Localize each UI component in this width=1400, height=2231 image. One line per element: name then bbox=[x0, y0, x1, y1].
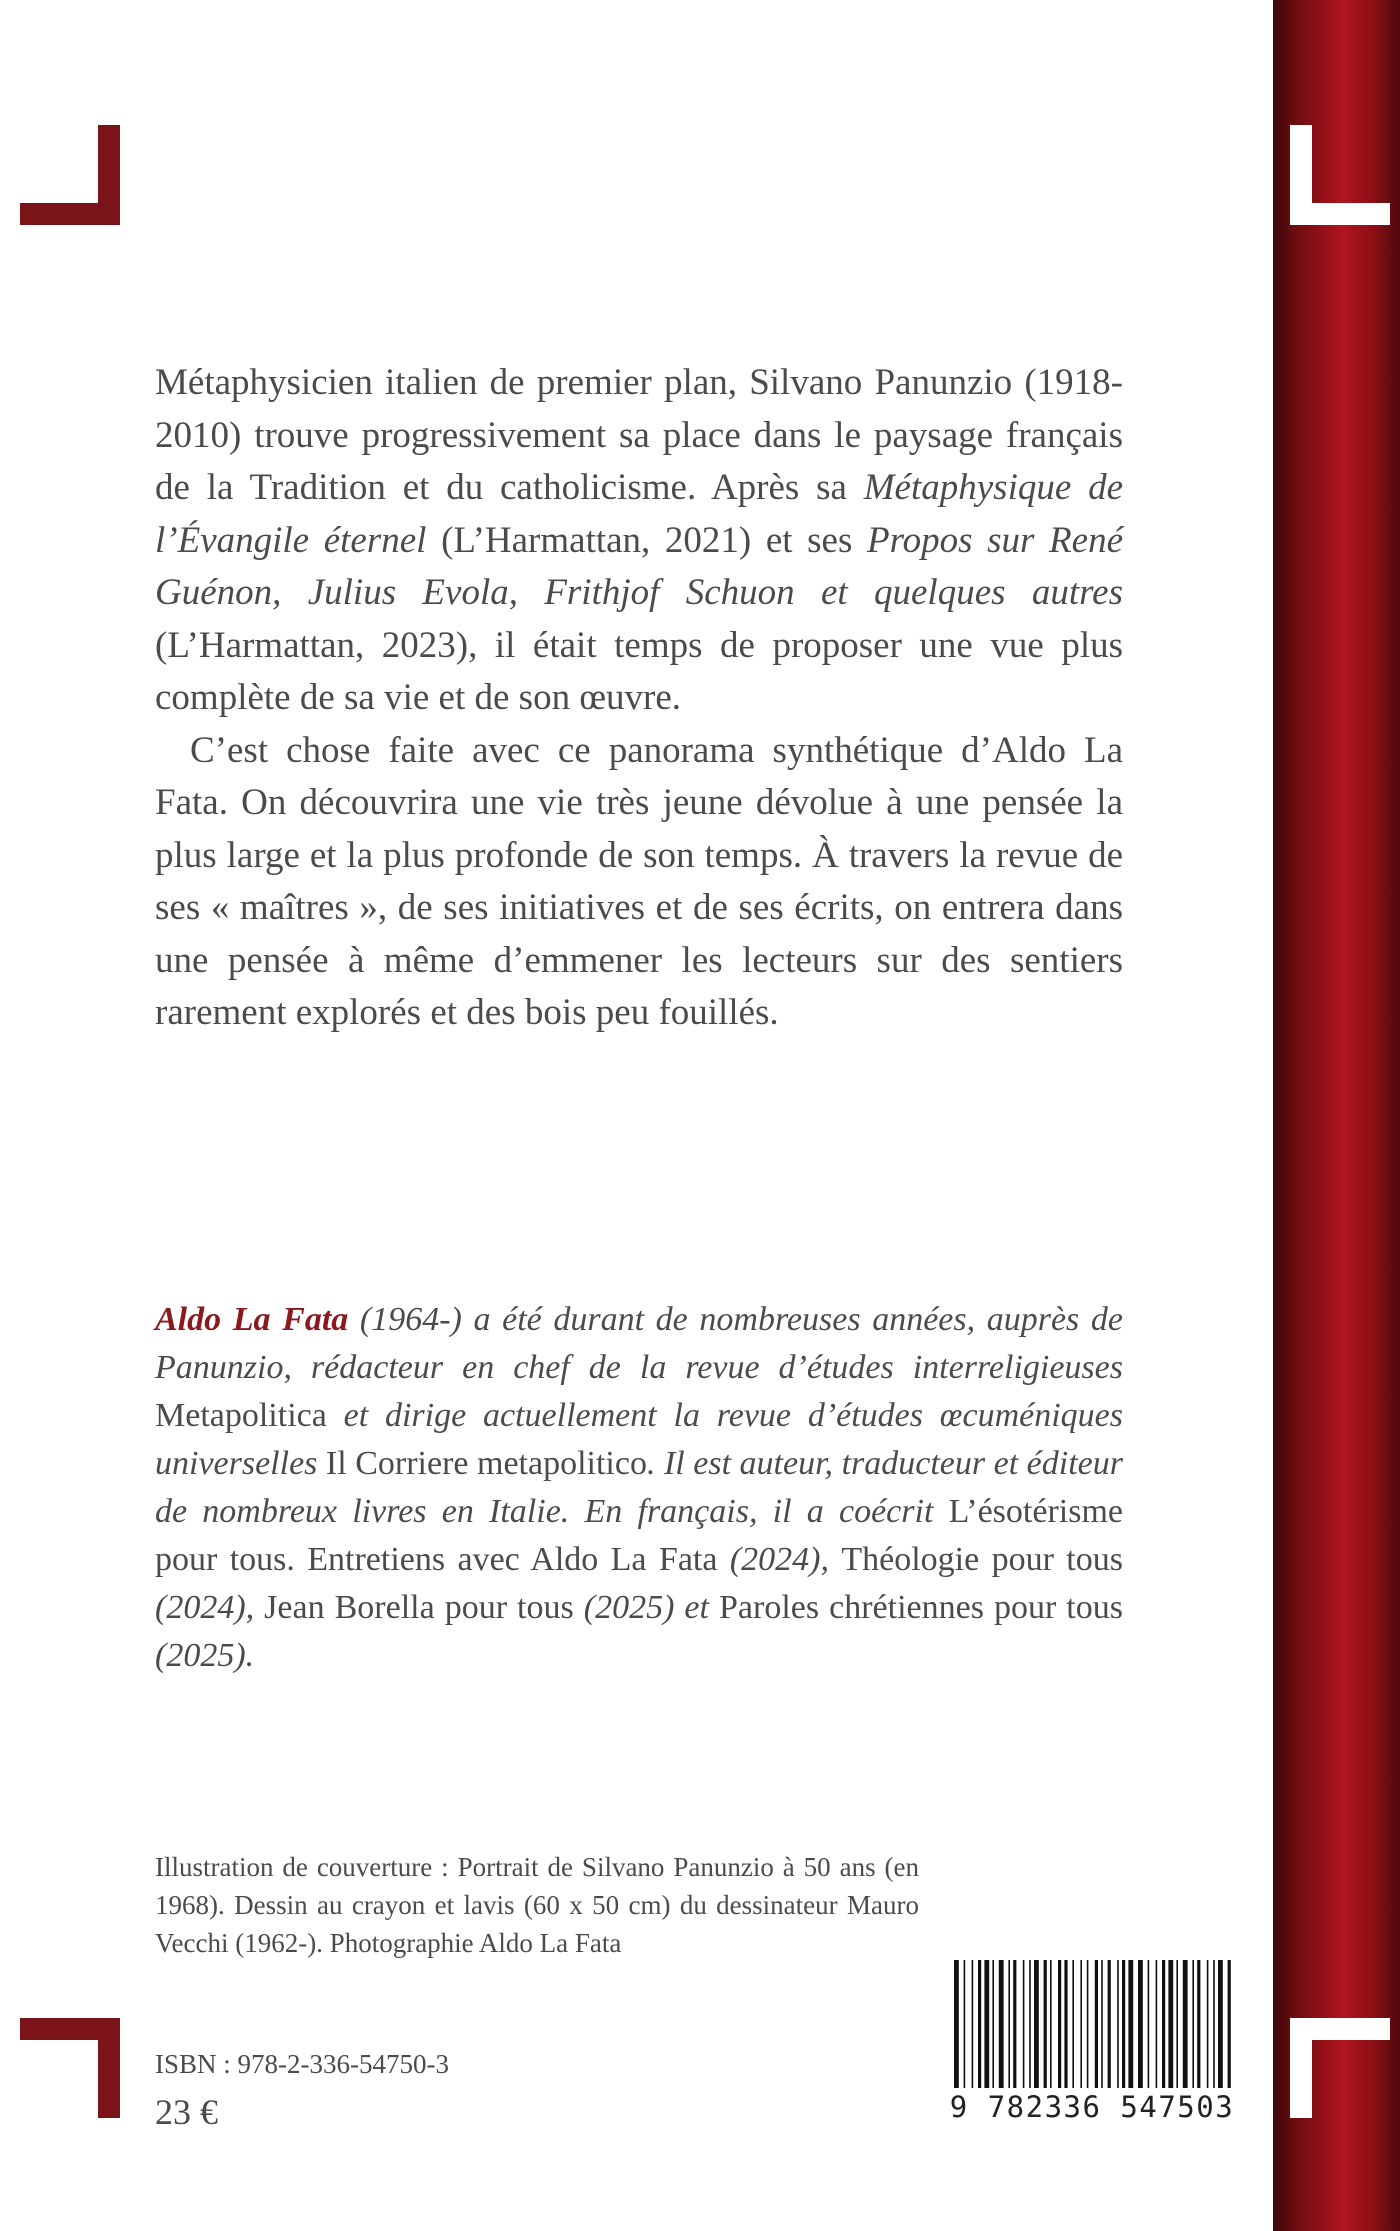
barcode-bar bbox=[1044, 1960, 1047, 2088]
price: 23 € bbox=[155, 2092, 218, 2132]
barcode-bar bbox=[1228, 1960, 1231, 2088]
barcode-bar bbox=[1101, 1960, 1103, 2088]
barcode-bar bbox=[992, 1960, 994, 2088]
barcode-bar bbox=[1072, 1960, 1074, 2088]
corner-mark-top-right bbox=[1290, 125, 1390, 225]
book-spine bbox=[1273, 0, 1400, 2231]
barcode-bar bbox=[1156, 1960, 1158, 2088]
barcode-bar bbox=[1117, 1960, 1119, 2088]
barcode-bar bbox=[1080, 1960, 1082, 2088]
barcode-bar bbox=[1138, 1960, 1143, 2088]
barcode-bar bbox=[1023, 1960, 1025, 2088]
barcode-bar bbox=[1213, 1960, 1215, 2088]
blurb-paragraph-1: Métaphysicien italien de premier plan, Silvano Panunzio (1918-2010) trouve progressivement sa place dans le paysage français de la Tradition et du catholicisme. Après sa Métaphysique de l’Évangile éternel (L’Harmattan, 2021) et ses Propos sur René Guénon, Julius Evola, Frithjof Schuon et quelques autres (L’Harmattan, 2023), il était temps de proposer une vue plus complète de sa vie et de son œuvre. bbox=[155, 362, 1123, 718]
barcode-bar bbox=[1095, 1960, 1098, 2088]
barcode-bar bbox=[1176, 1960, 1178, 2088]
barcode-bar bbox=[1168, 1960, 1173, 2088]
barcode-bar bbox=[1087, 1960, 1089, 2088]
barcode-bar bbox=[1148, 1960, 1150, 2088]
corner-mark-bottom-left bbox=[20, 2018, 120, 2118]
barcode-bar bbox=[1122, 1960, 1125, 2088]
corner-mark-top-left bbox=[20, 125, 120, 225]
barcode-bar bbox=[1207, 1960, 1209, 2088]
barcode-bar bbox=[984, 1960, 989, 2088]
barcode-bar bbox=[1058, 1960, 1061, 2088]
barcode-bar bbox=[1008, 1960, 1010, 2088]
barcode-bar bbox=[1034, 1960, 1039, 2088]
author-bio: Aldo La Fata (1964-) a été durant de nombreuses années, auprès de Panunzio, rédacteur en chef de la revue d’études interreligieuses Metapolitica et dirige actuellement la revue d’études œcuméniques universelles Il Corriere metapolitico. Il est auteur, traducteur et éditeur de nombreux livres en Italie. En français, il a coécrit L’ésotérisme pour tous. Entretiens avec Aldo La Fata (2024), Théologie pour tous (2024), Jean Borella pour tous (2025) et Paroles chrétiennes pour tous (2025). bbox=[155, 1301, 1123, 1674]
barcode-bar bbox=[1108, 1960, 1111, 2088]
barcode-bar bbox=[1029, 1960, 1031, 2088]
barcode-bar bbox=[1192, 1960, 1194, 2088]
cover-illustration-credit: Illustration de couverture : Portrait de Silvano Panunzio à 50 ans (en 1968). Dessin au crayon et lavis (60 x 50 cm) du dessinateur Mauro Vecchi (1962-). Photographie Aldo La Fata bbox=[155, 1852, 919, 1958]
barcode-bar bbox=[972, 1960, 974, 2088]
barcode-bar bbox=[1183, 1960, 1188, 2088]
isbn: ISBN : 978-2-336-54750-3 bbox=[155, 2049, 449, 2079]
barcode-bar bbox=[1218, 1960, 1223, 2088]
book-title-metaphysique: Métaphysique de l’Évangile éternel bbox=[155, 467, 1123, 561]
barcode-bar bbox=[1197, 1960, 1200, 2088]
barcode-bar bbox=[1050, 1960, 1052, 2088]
barcode-bar bbox=[1013, 1960, 1016, 2088]
barcode-bar bbox=[1128, 1960, 1133, 2088]
corner-mark-bottom-right bbox=[1290, 2018, 1390, 2118]
barcode-bar bbox=[954, 1960, 959, 2088]
barcode-digits: 9 782336 547503 bbox=[949, 2090, 1235, 2124]
barcode-bar bbox=[1162, 1960, 1165, 2088]
book-title-propos: Propos sur René Guénon, Julius Evola, Frithjof Schuon et quelques autres bbox=[155, 519, 1123, 613]
barcode-bar bbox=[964, 1960, 966, 2088]
barcode-bar bbox=[1064, 1960, 1067, 2088]
blurb-paragraph-2: C’est chose faite avec ce panorama synthétique d’Aldo La Fata. On découvrira une vie très jeune dévolue à une pensée la plus large et la plus profonde de son temps. À travers la revue de ses « maîtres », de ses initiatives et de ses écrits, on entrera dans une pensée à même d’emmener les lecteurs sur des sentiers rarement explorés et des bois peu fouillés. bbox=[155, 729, 1123, 1033]
book-blurb bbox=[155, 357, 1123, 1040]
barcode-bar bbox=[999, 1960, 1004, 2088]
author-name: Aldo La Fata bbox=[155, 1301, 349, 1338]
barcode-bar bbox=[978, 1960, 981, 2088]
